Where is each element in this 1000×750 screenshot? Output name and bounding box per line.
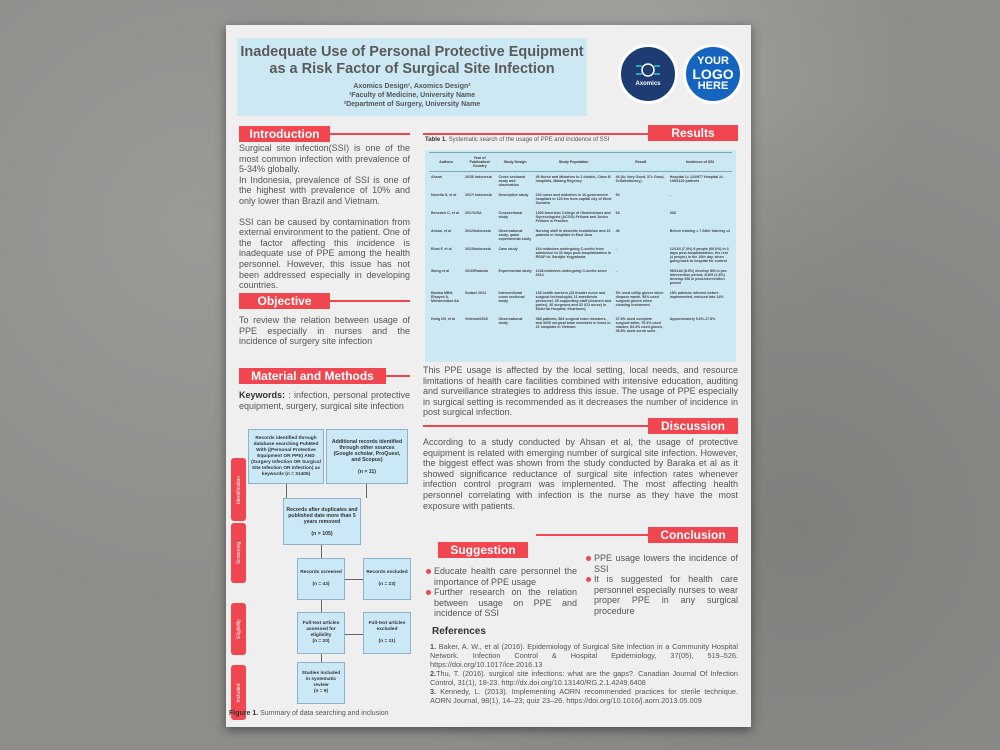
- references-heading: References: [432, 626, 486, 637]
- arrow: [345, 579, 363, 580]
- arrow: [321, 654, 322, 662]
- table-cell: 18% patients infected before implemented, reduced into 14%: [669, 291, 724, 299]
- table-body: [429, 172, 732, 337]
- table-cell: Nursing staff in obstetric installation and 10 patients in hospitals in East Java: [535, 229, 611, 237]
- table-row: [429, 314, 732, 336]
- table-cell: 9% used utility gloves when dispose waste, 96% used surgical gloves when cleaning instrument: [615, 291, 664, 307]
- authors: Axomics Design¹, Axomics Design²: [353, 83, 471, 90]
- logo-text: LOGO: [692, 66, 734, 82]
- flow-box-included: [297, 662, 345, 704]
- flow-box-other-sources: [326, 429, 408, 484]
- table-cell: Wong et al: [431, 269, 450, 273]
- ref-text: Thu, T. (2016). surgical site infections: what are the gaps?. Canadian Journal Of Infection Control, 31(1), 18-23. http://dx.doi.org/10.13140/RG.2.1.4249.6408: [430, 669, 738, 687]
- box-count: (n = 9): [313, 689, 329, 694]
- box-text: Records after duplicates and published date more than 5 years removed: [286, 506, 358, 525]
- column-header: Year of Publication/ Country: [463, 153, 496, 172]
- caption-text: Systematic search of the usage of PPE and incidence of SSI: [446, 137, 610, 143]
- column-header: Study Design: [496, 153, 533, 172]
- divider: [536, 534, 648, 536]
- table-row: [429, 226, 732, 244]
- table-row: [429, 172, 732, 191]
- stage-label: Eligibility: [235, 619, 242, 639]
- table-row: [429, 288, 732, 314]
- table-cell: 338: [669, 211, 676, 215]
- table-cell: Experimental study: [498, 269, 532, 273]
- table-cell: 46 Nurse and Midwives in 2 district, Class B hospitals, Malang Regency: [535, 175, 611, 183]
- flow-box-deduplicated: [283, 498, 361, 545]
- arrow: [321, 545, 322, 558]
- divider: [423, 133, 648, 135]
- table-cell: Observational study, quasi experimental study: [498, 229, 532, 241]
- table-row: [429, 266, 732, 288]
- column-header: Incidence of SSI: [668, 153, 732, 172]
- table-cell: 37.8% used complete surgical attire, 76.3% used masker, 84.4% used gloves, 46.8% used scrub suits: [615, 317, 664, 333]
- table-cell: Case study: [498, 247, 518, 251]
- suggestion-list: [425, 566, 577, 619]
- ref-num: 2.: [430, 669, 437, 678]
- table-cell: 2015/ Indonesia: [464, 175, 492, 179]
- prisma-flowchart: [226, 425, 416, 725]
- stage-eligibility: [231, 603, 246, 655]
- table-cell: 46 (8= Very Good, 37= Good, 3=Satisfactory): [615, 175, 665, 183]
- poster-header: [237, 38, 587, 116]
- table-cell: 60: [615, 193, 620, 197]
- table-cell: Crossectional study: [498, 211, 523, 219]
- objective-text: To review the relation between usage of PPE especially in nurses and the incidence of surgery site infection: [239, 315, 410, 347]
- stage-label: Identification: [235, 475, 242, 504]
- paragraph: Surgical site infection(SSI) is one of the most common infection with prevalence of 5-34% globally.: [239, 143, 410, 175]
- affiliation: ¹Faculty of Medicine, University Name: [348, 92, 476, 99]
- results-table: [429, 152, 732, 336]
- table-cell: Vietnam/2016: [464, 317, 488, 321]
- keywords-label: Keywords:: [239, 390, 286, 400]
- introduction-heading: Introduction: [239, 126, 330, 142]
- caption-text: Summary of data searching and inclusion: [258, 710, 389, 717]
- table-cell: Hospital 1= 124/977 Hospital 2= 198/1120 patients: [669, 175, 724, 183]
- conclusion-item: It is suggested for health care personnel especially nurses to wear proper PPE in any surgical procedure: [585, 574, 738, 616]
- stage-screening: [231, 523, 246, 583]
- reference-item: [430, 687, 738, 705]
- table-cell: Sudan/ 2014: [464, 291, 486, 295]
- paragraph: In Indonesia, prevalence of SSI is one of the highest with prevalence of 10% and only lower than Brazil and Vietnam.: [239, 174, 410, 206]
- table-cell: -: [615, 269, 617, 273]
- table-caption: [425, 137, 609, 143]
- table-cell: Before training = 7 After training =4: [669, 229, 730, 233]
- table-cell: Baraka MBH, Elsayed A, Mohamedani AA: [431, 291, 460, 303]
- ref-text: Baker, A. W., et al (2016). Epidemiology of Surgical Site Infection in a Community Hospital Network. Infection Control & Hospital Epidemiology, 37(05), 519–526. https://doi.org/10.1017/ice.2016.13: [430, 642, 738, 669]
- suggestion-heading: Suggestion: [438, 542, 528, 558]
- results-summary: This PPE usage is affected by the local setting, local needs, and resource limitations of health care facilities combined with intensive education, auditing and surveillance strategies to address this issue. The usage of PPE especially in surgical setting is recommended as it decreases the number of incidence in post surgical infection.: [423, 365, 738, 418]
- table-cell: 2016/Rwanda: [464, 269, 488, 273]
- methods-heading: Material and Methods: [239, 368, 386, 384]
- table-header-row: [429, 153, 732, 172]
- conclusion-list: [585, 553, 738, 617]
- circuit-icon: [634, 62, 662, 78]
- table-cell: 388 patients, 884 surgical team members, and 3009 surgical team members in turns in 21 hospitals in Vietnam: [535, 317, 611, 329]
- arrow: [366, 484, 367, 498]
- logo-text: Axomics: [635, 80, 661, 87]
- table-cell: 2012/Indonesia: [464, 229, 491, 233]
- ref-text: Kennedy, L. (2013). Implementing AORN recommended practices for sterile technique. AORN Journal, 98(1), 14–23; quiz 23–26. https://doi.org/10.1016/j.aorn.2013.05.009: [430, 687, 738, 705]
- box-count: (n = 11): [378, 639, 396, 644]
- box-text: Records excluded: [366, 570, 408, 575]
- title-line: Inadequate Use of Personal Protective Equipment: [240, 44, 584, 60]
- table-cell: 1300 American College of Obstetricians and Gynecologists (ACOG) Fellows and Junior Fellows in Practice: [535, 211, 611, 223]
- column-header: Study Population: [534, 153, 614, 172]
- flow-box-database: Records identified through database searching PubMed With ((Personal Protective Equipment OR PPE) AND (Surgery Infection OR Surgical Site Infection OR Infection) as keywords (n = 31405): [248, 429, 324, 484]
- stage-identification: [231, 458, 246, 521]
- axomics-logo: [618, 44, 678, 104]
- table-row: [429, 190, 732, 208]
- discussion-heading: Discussion: [648, 418, 738, 434]
- box-text: Full-text articles assessed for eligibility: [302, 621, 340, 638]
- your-logo-placeholder: [683, 44, 743, 104]
- table-cell: Cross sectional study and observation: [498, 175, 526, 187]
- caption-label: Table 1.: [425, 137, 447, 143]
- arrow: [345, 634, 363, 635]
- affiliation: ²Department of Surgery, University Name: [343, 101, 481, 108]
- divider: [330, 133, 410, 135]
- table-cell: 2017/ Indonesia: [464, 193, 492, 197]
- table-cell: Observational study: [498, 317, 523, 325]
- column-header: Authors: [429, 153, 463, 172]
- table-cell: -: [669, 193, 671, 197]
- table-cell: Approximately 5.6%-17.8%: [669, 317, 716, 321]
- table-cell: 164 midwives undergoing C-sectio from admission to 30 days post-hospitalization in RSUP dr. Sardjito Yogyakarta: [535, 247, 612, 259]
- box-count: (n = 23): [378, 582, 396, 587]
- conclusion-heading: Conclusion: [648, 527, 738, 543]
- logo-text: HERE: [697, 80, 729, 92]
- table-cell: Ahsan: [431, 175, 442, 179]
- title-line: as a Risk Factor of Surgical Site Infection: [269, 61, 555, 77]
- reference-item: [430, 642, 738, 669]
- column-header: Result: [614, 153, 668, 172]
- box-text: Full-text articles excluded: [368, 621, 406, 632]
- logo-text: YOUR: [697, 55, 729, 67]
- discussion-text: According to a study conducted by Ahsan et al, the usage of protective equipment is related with emerging number of surgical site infection. However, the biggest effect was shown from the study conducted by Baraka et al as it showed significance reductance of surgical site infection rates whenever infection control program was implemented. The most affecting health personnel correlating with infection is the nurse as they have the most exposure with patients.: [423, 437, 738, 511]
- keywords-text: : infection, personal protective equipment, surgery, surgical site infection: [239, 390, 410, 411]
- figure-caption: [229, 710, 389, 717]
- box-count: (n = 11): [357, 468, 377, 475]
- reference-item: [430, 669, 738, 687]
- table-cell: 2017/USA: [464, 211, 482, 215]
- objective-heading: Objective: [239, 293, 330, 309]
- ref-num: 3.: [430, 687, 437, 696]
- suggestion-item: Educate health care personnel the importance of PPE usage: [425, 566, 577, 587]
- table-cell: 223 nurse and midwives in 16 government hospitals in 125 km from capital city of West Sumatra: [535, 193, 612, 205]
- suggestion-item: Further research on the relation between usage on PPE and incidence of SSI: [425, 587, 577, 619]
- table-cell: 12/164 (7.3%) 8 people (66.6%) in 3 days post-hospitalization, the rest (4 people) in the 10th day, when going back to hospital for control: [669, 247, 729, 263]
- box-text: Records screened: [300, 570, 342, 575]
- box-count: (n = 20): [312, 639, 330, 644]
- table-cell: Descriptive study: [498, 193, 529, 197]
- table-cell: Ahsan, et al: [431, 229, 452, 233]
- arrow: [286, 484, 287, 498]
- keywords: [239, 390, 410, 411]
- table-cell: Beneden C, et al: [431, 211, 459, 215]
- table-cell: 136 health workers (28 theater nurse and surgical technologist, 11 anesthesia personnel, 35 supporting staff (cleaners and porter), 30 surgeons and 32 ICU nurse) in Elshe'ab Hospital, Khartoum): [535, 291, 612, 311]
- poster-title: [237, 44, 587, 78]
- paragraph: SSI can be caused by contamination from external environment to the patient. One of the factor affecting this incidence is inadequate use of PPE among the health personnel. However, this issue has not been addressed especially in developing countries.: [239, 216, 410, 291]
- results-table-container: [425, 150, 736, 362]
- table-cell: 98/1148 (8.5%) develop SSI in pre-intervention period, 3/169 (1.8%) develop SSI in post-intervention period: [669, 269, 728, 285]
- box-text: Additional records identified through other sources (Google scholar, ProQuest, and Scopus): [331, 438, 403, 463]
- poster: [226, 25, 751, 727]
- caption-label: Figure 1.: [229, 710, 259, 717]
- table-cell: Interventional cross sectional study: [498, 291, 525, 303]
- flow-box-screened: [297, 558, 345, 600]
- table-cell: 63: [615, 211, 620, 215]
- box-count: (n = 105): [311, 530, 333, 537]
- stage-label: Included: [235, 683, 242, 702]
- references-list: [430, 642, 738, 705]
- table-cell: 46: [615, 229, 620, 233]
- table-cell: Hung NV, et al: [431, 317, 456, 321]
- table-cell: Rivai F, et al: [431, 247, 452, 251]
- flow-box-eligibility: [297, 612, 345, 654]
- table-cell: Novella S, et al: [431, 193, 457, 197]
- table-row: [429, 208, 732, 226]
- divider: [330, 300, 410, 302]
- introduction-text: [239, 143, 410, 291]
- flow-box-excluded: [363, 558, 411, 600]
- table-cell: 1148 midwives undergoing C-sectio since 2014: [535, 269, 607, 277]
- arrow: [321, 600, 322, 612]
- conclusion-item: PPE usage lowers the incidence of SSI: [585, 553, 738, 574]
- flow-box-fulltext-excluded: [363, 612, 411, 654]
- box-text: Studies included in systematic review: [301, 671, 341, 688]
- table-cell: -: [615, 247, 617, 251]
- stage-label: Screening: [235, 541, 242, 565]
- table-cell: 2013/Indonesia: [464, 247, 491, 251]
- box-count: (n = 43): [312, 582, 330, 587]
- ref-num: 1.: [430, 642, 437, 651]
- divider: [423, 425, 648, 427]
- results-heading: Results: [648, 125, 738, 141]
- divider: [386, 375, 410, 377]
- table-row: [429, 244, 732, 266]
